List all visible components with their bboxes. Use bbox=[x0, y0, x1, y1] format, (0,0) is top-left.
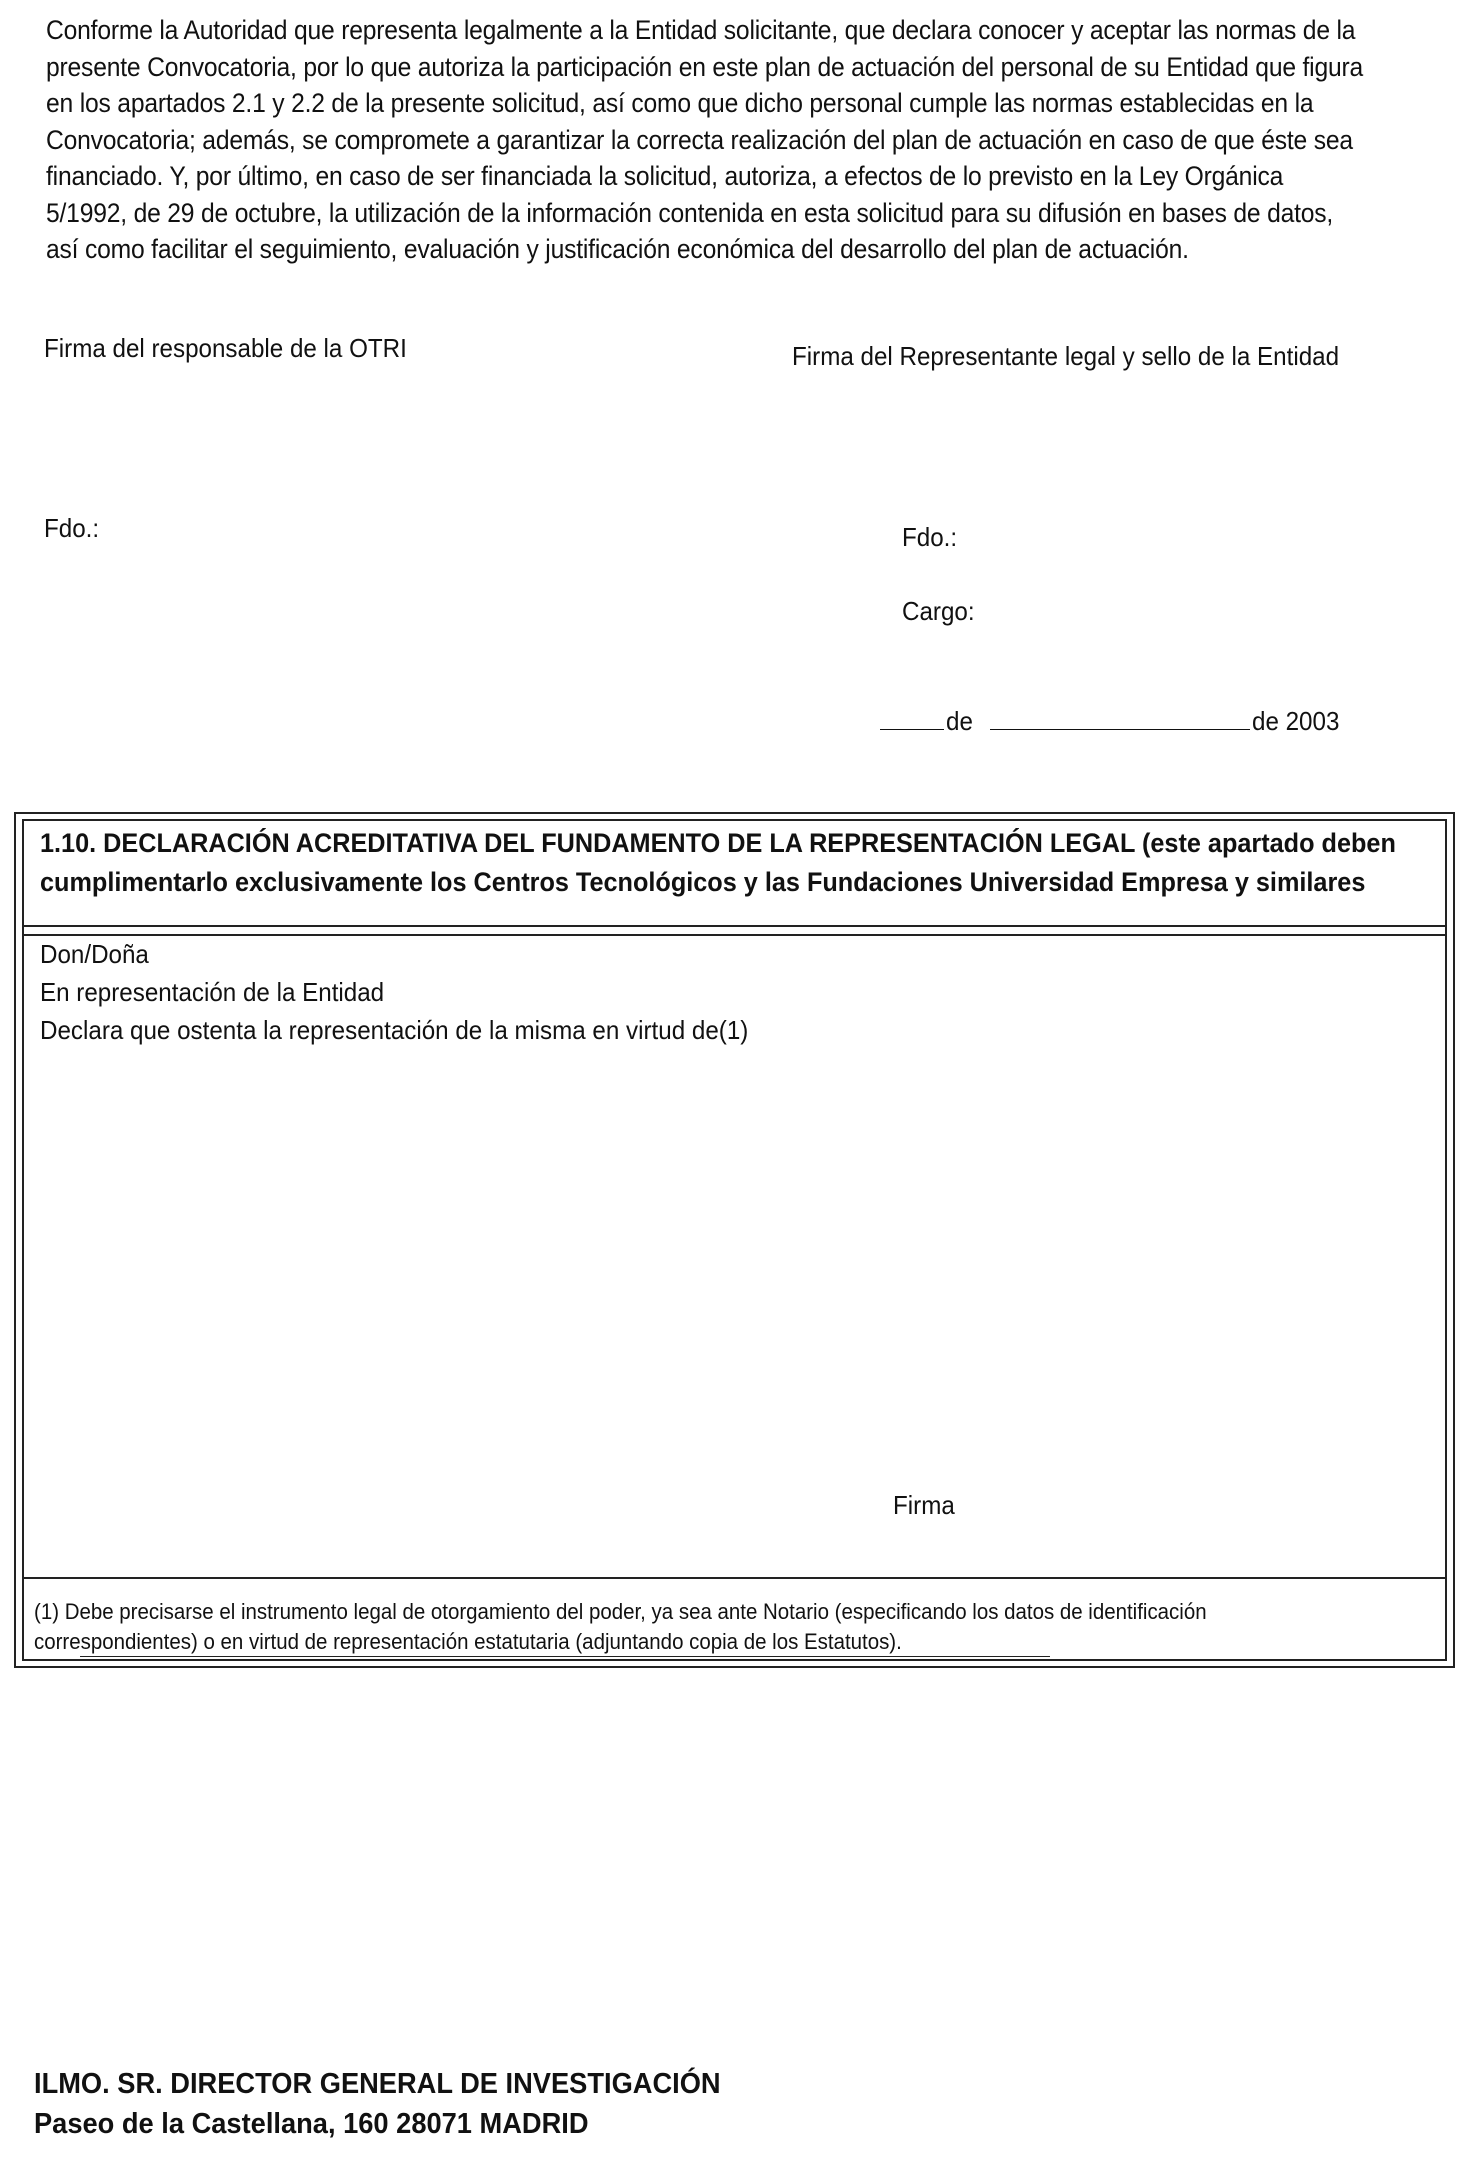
section-heading-line: cumplimentarlo exclusivamente los Centros Tecnológicos y las Fundaciones Universidad Empresa y similares bbox=[40, 867, 1366, 897]
fdo-left-label: Fdo.: bbox=[44, 513, 100, 543]
intro-line: 5/1992, de 29 de octubre, la utilización de la información contenida en esta solicitud para su difusión en bases de datos, bbox=[46, 197, 1334, 228]
fdo-right-label: Fdo.: bbox=[902, 522, 958, 552]
footnote-divider bbox=[22, 1577, 1447, 1579]
footnote bbox=[34, 1597, 1410, 1657]
date-year-label: de 2003 bbox=[1252, 706, 1340, 736]
intro-paragraph bbox=[46, 12, 1364, 268]
intro-line: Convocatoria; además, se compromete a garantizar la correcta realización del plan de actuación en caso de que éste sea bbox=[46, 124, 1353, 155]
legal-rep-signature-label: Firma del Representante legal y sello de la Entidad bbox=[792, 341, 1340, 371]
intro-line: Conforme la Autoridad que representa legalmente a la Entidad solicitante, que declara conocer y aceptar las normas de la bbox=[46, 15, 1356, 45]
addressee-address: Paseo de la Castellana, 160 28071 MADRID bbox=[34, 2108, 589, 2140]
intro-line: así como facilitar el seguimiento, evaluación y justificación económica del desarrollo del plan de actuación. bbox=[46, 234, 1189, 264]
footnote-underline bbox=[80, 1656, 1050, 1657]
field-don-dona[interactable]: Don/Doña bbox=[40, 939, 149, 969]
field-entidad[interactable]: En representación de la Entidad bbox=[40, 977, 385, 1007]
intro-line: en los apartados 2.1 y 2.2 de la presente solicitud, así como que dicho personal cumple las normas establecidas en la bbox=[46, 88, 1314, 118]
footnote-line: (1) Debe precisarse el instrumento legal de otorgamiento del poder, ya sea ante Notario (especificando los datos de identificación bbox=[34, 1599, 1207, 1624]
section-heading-line: 1.10. DECLARACIÓN ACREDITATIVA DEL FUNDAMENTO DE LA REPRESENTACIÓN LEGAL (este apartado deben bbox=[40, 828, 1396, 858]
cargo-label: Cargo: bbox=[902, 596, 975, 626]
firma-label: Firma bbox=[893, 1490, 955, 1520]
heading-divider bbox=[22, 925, 1447, 927]
month-blank[interactable] bbox=[990, 729, 1250, 730]
day-blank[interactable] bbox=[880, 729, 944, 730]
declaration-fields bbox=[40, 935, 748, 1049]
section-heading bbox=[40, 824, 1414, 902]
date-de-label: de bbox=[946, 706, 973, 736]
addressee bbox=[34, 2064, 721, 2144]
intro-line: financiado. Y, por último, en caso de ser financiada la solicitud, autoriza, a efectos de lo previsto en la Ley Orgánica bbox=[46, 161, 1284, 191]
otri-signature-label: Firma del responsable de la OTRI bbox=[44, 333, 407, 363]
field-representacion[interactable]: Declara que ostenta la representación de la misma en virtud de(1) bbox=[40, 1015, 749, 1045]
addressee-title: ILMO. SR. DIRECTOR GENERAL DE INVESTIGACIÓN bbox=[34, 2068, 721, 2100]
footnote-line: correspondientes) o en virtud de representación estatutaria (adjuntando copia de los Estatutos). bbox=[34, 1629, 902, 1654]
intro-line: presente Convocatoria, por lo que autoriza la participación en este plan de actuación del personal de su Entidad que figura bbox=[46, 51, 1364, 82]
